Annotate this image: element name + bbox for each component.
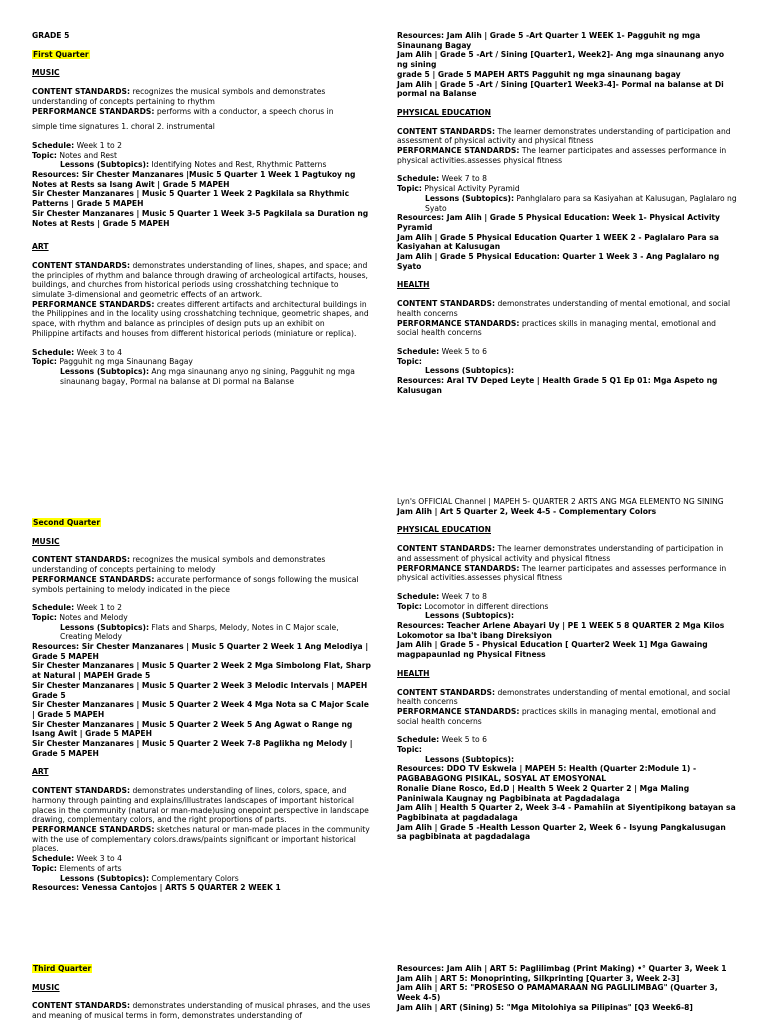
section-heading-art: ART [32,242,49,252]
resource-item: Jam Alih | Grade 5 - Physical Education [ Quarter2 Week 1] Mga Gawaing magpapaunlad ng Physical Fitness [397,640,708,660]
performance-standards: PERFORMANCE STANDARDS: accurate performance of songs following the musical symbols pertaining to melody indicated in the piece [32,574,359,594]
topic: Topic: Physical Activity Pyramid [397,184,520,194]
content-standards: CONTENT STANDARDS: The learner demonstrates understanding of participation and assessment of physical activity and physical fitness [397,126,731,146]
quarter-title: Second Quarter [33,518,101,527]
section-heading-art: ART [32,767,49,777]
lessons: Lessons (Subtopics): [425,754,515,764]
content-standards: CONTENT STANDARDS: demonstrates understanding of mental emotional, and social health concerns [397,299,731,318]
schedule: Schedule: Week 5 to 6 [397,346,487,356]
resource-item: Jam Alih | Health 5 Quarter 2, Week 3-4 - Pamahiin at Siyentipikong batayan sa Pagbibinata at pagdadalaga [397,803,736,822]
schedule: Schedule: Week 1 to 2 [32,603,122,613]
content-standards: CONTENT STANDARDS: demonstrates understanding of lines, colors, space, and harmony through painting and explains/illustrates landscapes of important historical places in the community (natural or man-made)using onepoint perspective in landscape drawing, complementary colors, and the right proportions of parts. [32,786,369,825]
performance-standards: PERFORMANCE STANDARDS: creates different artifacts and architectural buildings in the Philippines and in the locality using crosshatching technique, geometric shapes, and space, with rhythm and balance as principles of design puts up an exhibit on [32,299,369,329]
topic: Topic: Locomotor in different directions [397,601,549,611]
lessons: Lessons (Subtopics): Complementary Colors [60,873,239,883]
lessons: Lessons (Subtopics): Flats and Sharps, Melody, Notes in C Major scale, Creating Melody [60,622,339,642]
lessons: Lessons (Subtopics): Ang mga sinaunang anyo ng sining, Pagguhit ng mga sinaunang bagay, Pormal na balanse at Di pormal na Balanse [60,366,355,386]
resource-item: Jam Alih | Grade 5 -Health Lesson Quarter 2, Week 6 - Isyung Pangkalusugan sa pagbibinata at pagdadalaga [397,822,726,842]
resource-item: grade 5 | Grade 5 MAPEH ARTS Pagguhit ng mga sinaunang bagay [397,69,681,79]
q2-left-column [32,518,372,893]
content-standards: CONTENT STANDARDS: demonstrates understanding of mental emotional, and social health concerns [397,687,731,707]
resource-item: Sir Chester Manzanares | Music 5 Quarter 2 Week 4 Mga Nota sa C Major Scale | Grade 5 MAPEH [32,700,369,719]
lessons: Lessons (Subtopics): [425,611,515,621]
topic: Topic: Notes and Melody [32,612,128,622]
resource-item: Resources: Jam Alih | Grade 5 Physical Education: Week 1- Physical Activity Pyramid [397,213,721,232]
resource-item: Jam Alih | ART (Sining) 5: "Mga Mitolohiya sa Pilipinas" [Q3 Week6-8] [397,1002,693,1012]
lessons: Lessons (Subtopics): Identifying Notes and Rest, Rhythmic Patterns [60,160,327,170]
performance-standards-cont: Philippine artifacts and houses from different historical periods (miniature or replica). [32,328,357,338]
resource-item: Resources: Sir Chester Manzanares |Music 5 Quarter 1 Week 1 Pagtukoy ng Notes at Rests sa Isang Awit | Grade 5 MAPEH [32,170,356,189]
content-standards: CONTENT STANDARDS: recognizes the musical symbols and demonstrates understanding of concepts pertaining to rhythm [32,87,326,106]
resource-item: Jam Alih | ART 5: Monoprinting, Silkprinting [Quarter 3, Week 2-3] [397,973,680,983]
schedule: Schedule: Week 5 to 6 [397,735,487,745]
schedule: Schedule: Week 3 to 4 [32,854,122,864]
schedule: Schedule: Week 1 to 2 [32,140,122,150]
section-heading-music: MUSIC [32,536,60,546]
performance-standards: PERFORMANCE STANDARDS: sketches natural or man-made places in the community with the use of complementary colors.draws/paints significant or important historical places. [32,824,370,854]
resource-item: Sir Chester Manzanares | Music 5 Quarter 1 Week 3-5 Pagkilala sa Duration ng Notes at Rests | Grade 5 MAPEH [32,208,369,228]
q1-right-column [397,31,737,396]
resource-item: Jam Alih | Art 5 Quarter 2, Week 4-5 - Complementary Colors [397,506,657,516]
topic: Topic: [397,356,422,366]
resource-item: Sir Chester Manzanares | Music 5 Quarter 2 Week 5 Ang Agwat o Range ng Isang Awit | Grade 5 MAPEH [32,719,353,739]
resource-item: Lyn's OFFICIAL Channel | MAPEH 5- QUARTER 2 ARTS ANG MGA ELEMENTO NG SINING [397,497,724,506]
content-standards: CONTENT STANDARDS: recognizes the musical symbols and demonstrates understanding of concepts pertaining to melody [32,555,326,575]
resource-item: Jam Alih | ART 5: "PROSESO O PAMAMARAAN NG PAGLILIMBAG" (Quarter 3, Week 4-5) [397,983,718,1003]
schedule: Schedule: Week 7 to 8 [397,174,487,184]
resource-item: Resources: Venessa Cantojos | ARTS 5 QUARTER 2 WEEK 1 [32,883,281,893]
resource-item: Resources: Aral TV Deped Leyte | Health Grade 5 Q1 Ep 01: Mga Aspeto ng Kalusugan [397,376,718,395]
performance-standards-cont: simple time signatures 1. choral 2. instrumental [32,122,215,132]
topic: Topic: Elements of arts [32,863,122,873]
section-heading-health: HEALTH [397,280,430,290]
resource-item: Jam Alih | Grade 5 -Art / Sining [Quarter1 Week3-4]- Pormal na balanse at Di pormal na Balanse [397,79,724,99]
resource-item: Jam Alih | Grade 5 Physical Education Quarter 1 WEEK 2 - Paglalaro Para sa Kasiyahan at Kalusugan [397,232,719,252]
content-standards: CONTENT STANDARDS: The learner demonstrates understanding of participation in and assessment of physical activity and physical fitness [397,544,724,563]
resource-item: Resources: DDO TV Eskwela | MAPEH 5: Health (Quarter 2:Module 1) - PAGBABAGONG PISIKAL, SOSYAL AT EMOSYONAL [397,764,697,784]
topic: Topic: Notes and Rest [32,150,117,160]
performance-standards: PERFORMANCE STANDARDS: The learner participates and assesses performance in physical activities.assesses physical fitness [397,563,727,583]
resource-item: Resources: Jam Alih | Grade 5 -Art Quarter 1 WEEK 1- Pagguhit ng mga Sinaunang Bagay [397,31,701,50]
quarter-title: Third Quarter [33,964,92,973]
grade-title: GRADE 5 [32,31,70,40]
lessons: Lessons (Subtopics): [425,366,515,376]
schedule: Schedule: Week 7 to 8 [397,591,487,601]
performance-standards: PERFORMANCE STANDARDS: The learner participates and assesses performance in physical activities.assesses physical fitness [397,146,727,165]
resource-item: Ronalie Diane Rosco, Ed.D | Health 5 Week 2 Quarter 2 | Mga Maling Paniniwala Kaugnay ng Pagbibinata at Pagdadalaga [397,783,690,803]
resource-item: Jam Alih | Grade 5 -Art / Sining [Quarter1, Week2]- Ang mga sinaunang anyo ng sining [397,50,725,70]
q3-right-column [397,964,737,1013]
content-standards: CONTENT STANDARDS: demonstrates understanding of lines, shapes, and space; and the principles of rhythm and balance through drawing of archeological artifacts, houses, buildings, and churches from historical periods using crosshatching technique to simulate 3-dimensional and geometric effects of an artwork. [32,260,368,300]
resource-item: Resources: Sir Chester Manzanares | Music 5 Quarter 2 Week 1 Ang Melodiya | Grade 5 MAPEH [32,642,369,661]
q2-right-column [397,497,737,842]
section-heading-music: MUSIC [32,68,60,78]
schedule: Schedule: Week 3 to 4 [32,347,122,357]
section-heading-health: HEALTH [397,668,430,678]
resource-item: Resources: Jam Alih | ART 5: Paglilimbag (Print Making) •° Quarter 3, Week 1 [397,964,727,973]
q1-left-column [32,31,372,386]
resource-item: Jam Alih | Grade 5 Physical Education: Quarter 1 Week 3 - Ang Paglalaro ng Syato [397,252,720,271]
performance-standards: PERFORMANCE STANDARDS: performs with a conductor, a speech chorus in [32,106,334,116]
resource-item: Sir Chester Manzanares | Music 5 Quarter 2 Week 7-8 Paglikha ng Melody | Grade 5 MAPEH [32,739,353,758]
resource-item: Sir Chester Manzanares | Music 5 Quarter 1 Week 2 Pagkilala sa Rhythmic Patterns | Grade 5 MAPEH [32,189,350,209]
performance-standards: PERFORMANCE STANDARDS: practices skills in managing mental, emotional and social health concerns [397,706,716,726]
section-heading-pe: PHYSICAL EDUCATION [397,525,491,535]
lessons: Lessons (Subtopics): Panhglalaro para sa Kasiyahan at Kalusugan, Paglalaro ng Syato [425,193,737,213]
section-heading-music: MUSIC [32,982,60,992]
q3-left-column [32,964,372,1021]
resource-item: Resources: Teacher Arlene Abayari Uy | PE 1 WEEK 5 8 QUARTER 2 Mga Kilos Lokomotor sa Iba't ibang Direksiyon [397,621,725,640]
topic: Topic: Pagguhit ng mga Sinaunang Bagay [32,357,193,367]
section-heading-pe: PHYSICAL EDUCATION [397,107,491,117]
resource-item: Sir Chester Manzanares | Music 5 Quarter 2 Week 2 Mga Simbolong Flat, Sharp at Natural | MAPEH Grade 5 [32,661,371,681]
performance-standards: PERFORMANCE STANDARDS: practices skills in managing mental, emotional and social health concerns [397,318,716,338]
resource-item: Sir Chester Manzanares | Music 5 Quarter 2 Week 3 Melodic Intervals | MAPEH Grade 5 [32,680,368,700]
quarter-title: First Quarter [33,49,89,59]
content-standards: CONTENT STANDARDS: demonstrates understanding of musical phrases, and the uses and meaning of musical terms in form, demonstrates understanding of [32,1001,371,1021]
topic: Topic: [397,745,422,755]
